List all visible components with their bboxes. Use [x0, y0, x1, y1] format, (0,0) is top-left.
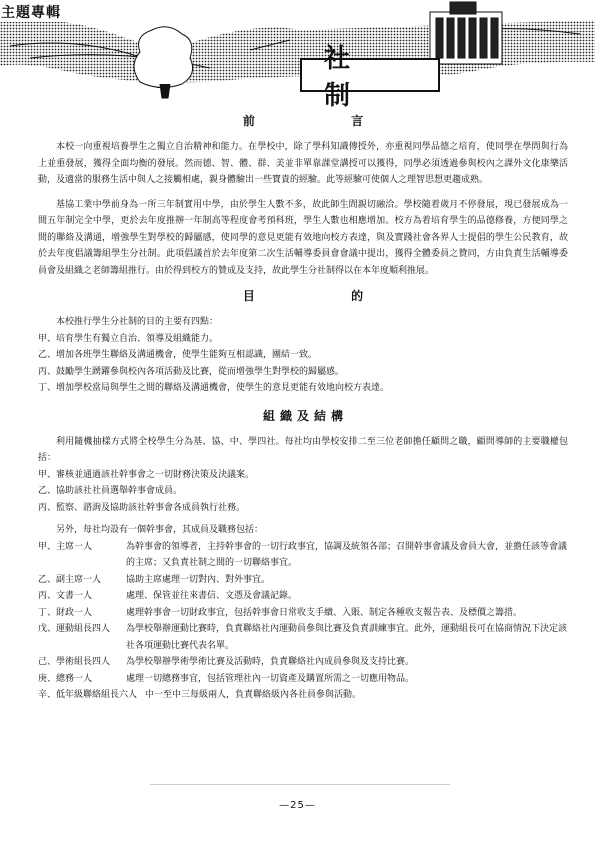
committee-role — [38, 539, 568, 572]
purpose-item: 丁、增加學校當局與學生之間的聯絡及溝通機會，使學生的意見更能有效地向校方表達。 — [38, 383, 390, 393]
role-title: 戊、運動組長四人 — [38, 624, 111, 634]
purpose-item: 丙、鼓勵學生踴躍參與校內各項活動及比賽，從而增強學生對學校的歸屬感。 — [38, 366, 345, 377]
role-desc: 處理幹事會一切財政事宜，包括幹事會日常收支手續、入賬、制定各種收支報告表、及標價之籌措。 — [126, 607, 523, 618]
role-title: 庚、總務一人 — [38, 673, 93, 684]
role-desc: 為幹事會的領導者，主持幹事會的一切行政事宜，協調及統領各部；召開幹事會議及會員大會，並擔任該等會議的主席；又負責社制之間的一切聯絡事宜。 — [126, 541, 568, 568]
committee-role — [38, 654, 568, 671]
preface-paragraph-2: 基協工業中學前身為一所三年制實用中學，由於學生人數不多，故此師生間親切融洽。學校隨着歲月不停發展，現已發展成為一間五年制完全中學，更於去年度推辦一年制高等程度會考預科班，學生人數也相應增加。校方為着培育學生的品德修養，方便同學之間的聯絡及溝通，增強學生對學校的歸屬感，使同學的意見更能有效地向校方表達，與及實踐社會各界人士提倡的學生公民教育，故於去年度倡議籌組學生分社制。此項倡議首於去年度第二次生活輔導委員會會議中提出，獲得全體委員之贊同，方由負責生活輔導委員會及組織之老師籌組推行。由於得到校方的贊成及支持，故此學生分社制得以在本年度順利推展。 — [38, 199, 568, 276]
committee-role — [38, 671, 568, 688]
purpose-item: 甲、培育學生有獨立自治、領導及組織能力。 — [38, 333, 219, 344]
committee-intro: 另外，每社均設有一個幹事會，其成員及職務包括： — [56, 525, 264, 535]
role-title: 己、學術組長四人 — [38, 657, 111, 667]
role-title: 丁、財政一人 — [38, 607, 93, 618]
role-title: 辛、低年級聯絡組長六人 — [38, 690, 138, 700]
heading-structure: 組織及結構 — [262, 408, 348, 423]
tree-illustration — [134, 27, 193, 98]
role-desc: 處理一切總務事宜，包括管理社內一切資產及購置所需之一切應用物品。 — [126, 673, 415, 684]
building-illustration — [430, 2, 502, 64]
structure-intro: 利用隨機抽樣方式將全校學生分為基、協、中、學四社。每社均由學校安排二至三位老師擔任顧問之職，顧問導師的主要職權包括： — [38, 436, 568, 463]
advisor-duty: 丙、監察、諮詢及協助該社幹事會各成員執行社務。 — [38, 502, 246, 513]
role-title: 乙、副主席一人 — [38, 574, 102, 585]
page-title: 社 制 — [300, 58, 440, 92]
heading-purpose: 目 的 — [242, 289, 410, 303]
section-tag: 主題專輯 — [0, 2, 65, 22]
role-title: 甲、主席一人 — [38, 541, 93, 552]
preface-paragraph-1: 本校一向重視培養學生之獨立自治精神和能力。在學校中，除了學科知識傳授外，亦重視同學品德之培育，使同學在學問與行為上並重發展，獲得全面均衡的發展。然而德、智、體、群、美並非單靠課堂講授可以獲得，同學必須透過參與校內之課外文化康樂活動，及適當的服務生活中與人之接觸相處，親身體驗出一些寶貴的經驗。此等經驗可使個人之理智思想更趨成熟。 — [38, 142, 568, 185]
role-desc: 協助主席處理一切對內、對外事宜。 — [126, 574, 271, 585]
purpose-item: 乙、增加各班學生聯絡及溝通機會，使學生能夠互相認識，團結一致。 — [38, 350, 318, 360]
role-desc: 為學校舉辦學術學術比賽及活動時，負責聯絡社內成員參與及支持比賽。 — [126, 657, 415, 667]
role-desc: 中一至中三每級兩人，負責聯絡級內各社員參與活動。 — [145, 690, 362, 700]
committee-role — [38, 687, 568, 704]
role-title: 丙、文書一人 — [38, 591, 93, 601]
role-desc: 處理、保管並往來書信、文憑及會議記錄。 — [126, 591, 298, 601]
footer-divider — [150, 784, 450, 785]
committee-role — [38, 621, 568, 654]
committee-role — [38, 605, 568, 622]
role-desc: 為學校舉辦運動比賽時，負責聯絡社內運動員參與比賽及負責訓練事宜。此外，運動組長可在協商情況下決定該社各項運動比賽代表名單。 — [126, 624, 568, 651]
page-number: —25— — [279, 800, 316, 811]
advisor-duty: 乙、協助該社社員選舉幹事會成員。 — [38, 486, 183, 496]
article-body — [38, 106, 568, 704]
advisor-duty: 甲、審核並通過該社幹事會之一切財務決策及決議案。 — [38, 469, 255, 480]
header-banner — [0, 0, 595, 100]
committee-role — [38, 572, 568, 589]
purpose-intro: 本校推行學生分社制的目的主要有四點： — [56, 317, 219, 327]
committee-role — [38, 588, 568, 605]
heading-preface: 前 言 — [242, 114, 410, 128]
